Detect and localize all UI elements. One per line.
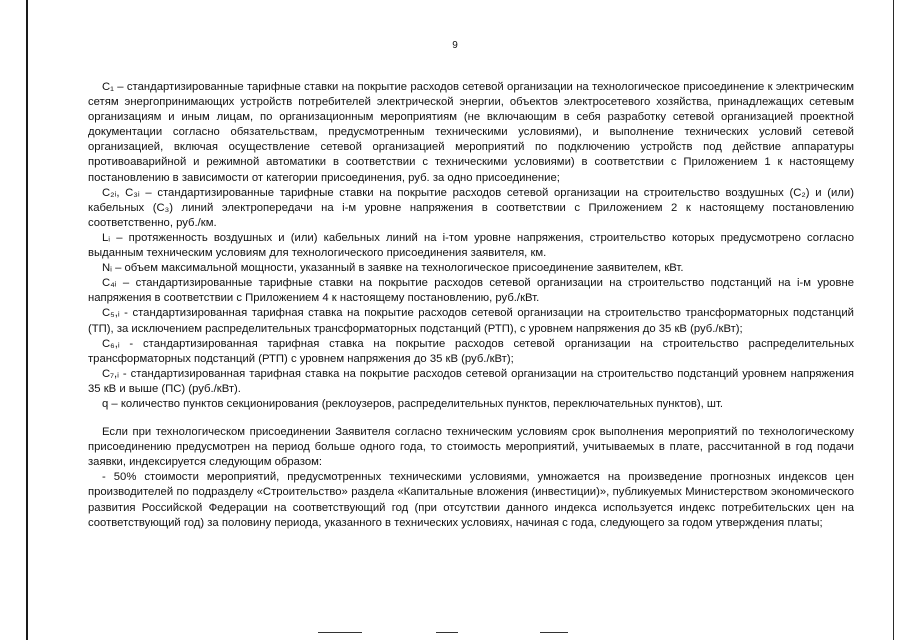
scan-artifact-line <box>540 632 568 633</box>
definition-q: q – количество пунктов секционирования (реклоузеров, распределительных пунктов, переключательных пунктов), шт. <box>102 397 724 410</box>
paragraph-gap <box>88 412 854 425</box>
scan-artifact-line <box>318 632 362 633</box>
definition-l: Lᵢ – протяженность воздушных и (или) кабельных линий на i-том уровне напряжения, строительство которых предусмотрено согласно выданным техническим условиям для технологического присоединения заявителя, км. <box>88 231 854 260</box>
definition-c6: C₆,ᵢ - стандартизированная тарифная ставка на покрытие расходов сетевой организации на строительство распределительных трансформаторных подстанций (РТП) с уровнем напряжения до 35 кВ (руб./кВт); <box>88 337 854 365</box>
scan-left-border <box>26 0 28 640</box>
definition-c1: C₁ – стандартизированные тарифные ставки на покрытие расходов сетевой организации на технологическое присоединение к электрическим сетям энергопринимающих устройств потребителей электрической энергии, объектов электросетевого хозяйства, принадлежащих сетевым организациям и иным лицам, по организационным мероприятиям (не включающим в себя разработку сетевой организацией проектной документации согласно обязательствам, предусмотренным техническими условиями), и выполнение технических условий сетевой организацией, включая осуществление сетевой организацией мероприятий по подключению устройств под действие аппаратуры противоаварийной и режимной автоматики в соответствии с техническими условиями) в соответствии с Приложением 1 к настоящему постановлению в зависимости от категории присоединения, руб. за одно присоединение; <box>88 81 854 184</box>
definition-c5: C₅,ᵢ - стандартизированная тарифная ставка на покрытие расходов сетевой организации на строительство трансформаторных подстанций (ТП), за исключением распределительных трансформаторных подстанций (РТП), с уровнем напряжения до 35 кВ (руб./кВт); <box>88 307 854 335</box>
scan-right-border <box>893 0 894 640</box>
indexation-item-50-percent: - 50% стоимости мероприятий, предусмотренных техническими условиями, умножается на произведение прогнозных индексов цен производителей по подразделу «Строительство» раздела «Капитальные вложения (инвестиции)», публикуемых Министерством экономического развития Российской Федерации на соответствующий год (при отсутствии данного индекса используется индекс потребительских цен на соответствующий год) за половину периода, указанного в технических условиях, начиная с года, следующего за годом утверждения платы; <box>88 471 854 529</box>
definition-c2-c3: C₂ᵢ, C₃ᵢ – стандартизированные тарифные ставки на покрытие расходов сетевой организации на строительство воздушных (C₂) и (или) кабельных (C₃) линий электропередачи на i-м уровне напряжения в соответствии с Приложением 2 к настоящему постановлению соответственно, руб./км. <box>88 186 854 229</box>
indexation-intro: Если при технологическом присоединении Заявителя согласно техническим условиям срок выполнения мероприятий по технологическому присоединению предусмотрен на период больше одного года, то стоимость мероприятий, учитываемых в плате, рассчитанной в год подачи заявки, индексируется следующим образом: <box>88 426 854 469</box>
scan-artifact-line <box>436 632 458 633</box>
definition-c4: C₄ᵢ – стандартизированные тарифные ставки на покрытие расходов сетевой организации на строительство подстанций на i-м уровне напряжения в соответствии с Приложением 4 к настоящему постановлению, руб./кВт. <box>88 277 854 305</box>
page-number: 9 <box>452 40 458 51</box>
definition-n: Nᵢ – объем максимальной мощности, указанный в заявке на технологическое присоединение заявителем, кВт. <box>102 262 684 275</box>
definition-c7: C₇,ᵢ - стандартизированная тарифная ставка на покрытие расходов сетевой организации на строительство подстанций уровнем напряжения 35 кВ и выше (ПС) (руб./кВт). <box>88 367 854 395</box>
definitions-section <box>88 80 854 531</box>
